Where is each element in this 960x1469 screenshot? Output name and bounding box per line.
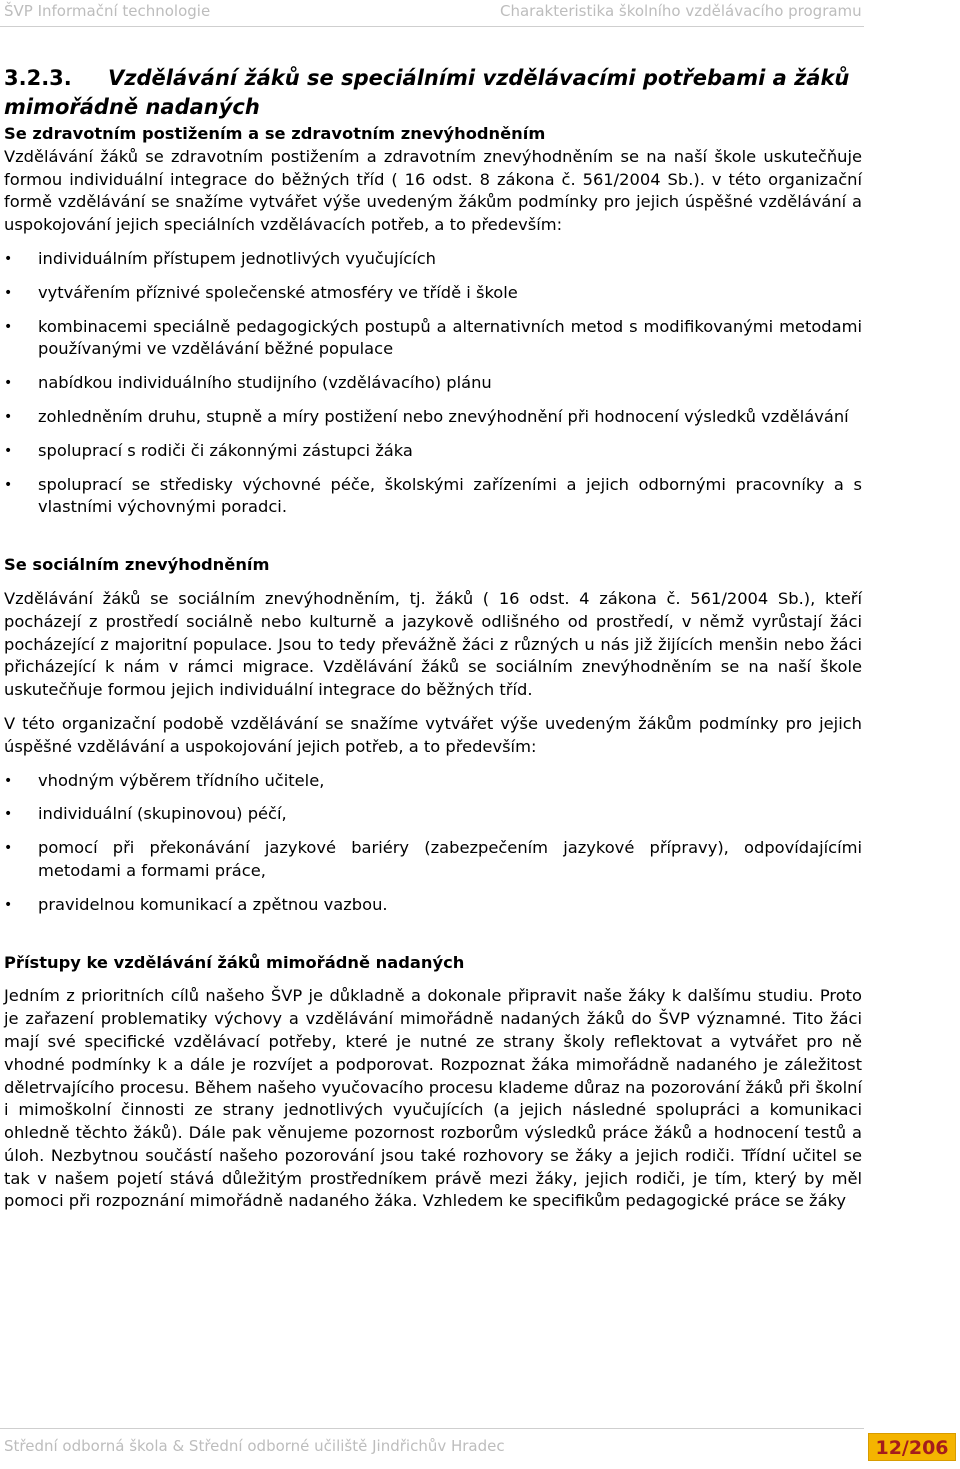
list-item: • individuální (skupinovou) péčí,: [4, 803, 862, 826]
list-item: • pravidelnou komunikací a zpětnou vazbou.: [4, 894, 862, 917]
header-right: Charakteristika školního vzdělávacího programu: [500, 2, 862, 20]
section-title: Vzdělávání žáků se speciálními vzdělávacími potřebami a žáků mimořádně nadaných: [4, 66, 850, 119]
social-heading: Se sociálním znevýhodněním: [4, 555, 270, 575]
content: [4, 64, 862, 1213]
list-item: • kombinacemi speciálně pedagogických postupů a alternativních metod s modifikovanými metodami používanými ve vzdělávání běžné populace: [4, 316, 862, 362]
list-item: • pomocí při překonávání jazykové bariéry (zabezpečením jazykové přípravy), odpovídajícími metodami a formami práce,: [4, 837, 862, 883]
list-item: • vhodným výběrem třídního učitele,: [4, 770, 862, 793]
section-number: 3.2.3.: [4, 66, 72, 90]
gifted-paragraph: Jedním z prioritních cílů našeho ŠVP je důkladně a dokonale připravit naše žáky k dalšímu studiu. Proto je zařazení problematiky výchovy a vzdělávání mimořádně nadaných žáků do ŠVP významné. Tito žáci mají své specifické vzdělávací potřeby, které je nutné ze strany školy reflektovat a vytvářet pro ně vhodné podmínky k a dále je rozvíjet a podporovat. Rozpoznat žáka mimořádně nadaného je záležitost děletrvajícího procesu. Během našeho vyučovacího procesu klademe důraz na pozorování žáků při školní i mimoškolní činnosti ze strany jednotlivých vyučujících (a jejich následné spolupráci a komunikaci ohledně těchto žáků). Dále pak věnujeme pozornost rozborům výsledků práce žáků a hodnocení testů a úloh. Nezbytnou součástí našeho pozorování jsou také rozhovory se žáky a jejich rodiči. Třídní učitel se tak v našem pojetí stává důležitým prostředníkem právě mezi žáky, jejich rodiči, je tím, který by měl pomoci při rozpoznání mimořádně nadaného žáka. Vzhledem ke specifikům pedagogické práce se žáky: [4, 986, 862, 1211]
header-left: ŠVP Informační technologie: [4, 2, 211, 20]
gifted-heading: Přístupy ke vzdělávání žáků mimořádně nadaných: [4, 952, 465, 972]
list-item: • spoluprací se středisky výchovné péče, školskými zařízeními a jejich odbornými pracovníky a s vlastními výchovnými poradci.: [4, 474, 862, 520]
page-header: [4, 2, 864, 24]
footer-rule: [0, 1428, 864, 1429]
section-heading: [4, 64, 862, 122]
page-number-badge: 12/206: [868, 1433, 956, 1461]
list-item: • nabídkou individuálního studijního (vzdělávacího) plánu: [4, 372, 862, 395]
list-item: • individuálním přístupem jednotlivých vyučujících: [4, 248, 862, 271]
health-intro: Vzdělávání žáků se zdravotním postižením a zdravotním znevýhodněním se na naší škole uskutečňuje formou individuální integrace do běžných tříd ( 16 odst. 8 zákona č. 561/2004 Sb.). v této organizační formě vzdělávání se snažíme vytvářet výše uvedeným žákům podmínky pro jejich úspěšné vzdělávání a uspokojování jejich speciálních vzdělávacích potřeb, a to především:: [4, 146, 862, 235]
list-item: • vytvářením příznivé společenské atmosféry ve třídě i škole: [4, 282, 862, 305]
social-paragraph-2: V této organizační podobě vzdělávání se snažíme vytvářet výše uvedeným žákům podmínky pro jejich úspěšné vzdělávání a uspokojování jejich potřeb, a to především:: [4, 713, 862, 756]
health-heading: Se zdravotním postižením a se zdravotním znevýhodněním: [4, 124, 546, 143]
footer-school: Střední odborná škola & Střední odborné učiliště Jindřichův Hradec: [4, 1437, 505, 1455]
social-paragraph-1: Vzdělávání žáků se sociálním znevýhodněním, tj. žáků ( 16 odst. 4 zákona č. 561/2004 Sb.), kteří pocházejí z prostředí sociálně nebo kulturně a jazykově odlišného od prostředí, v němž vyrůstají žáci pocházející z majoritní populace. Jsou to tedy převážně žáci z různých u nás již žijících menšin nebo žáci přicházející k nám v rámci migrace. Vzdělávání žáků se sociálním znevýhodněním se na naší škole uskutečňuje formou jejich individuální integrace do běžných tříd.: [4, 588, 862, 700]
social-list: [4, 770, 862, 917]
header-rule: [0, 26, 864, 27]
list-item: • zohledněním druhu, stupně a míry postižení nebo znevýhodnění při hodnocení výsledků vzdělávání: [4, 406, 862, 429]
health-list: [4, 248, 862, 519]
list-item: • spoluprací s rodiči či zákonnými zástupci žáka: [4, 440, 862, 463]
